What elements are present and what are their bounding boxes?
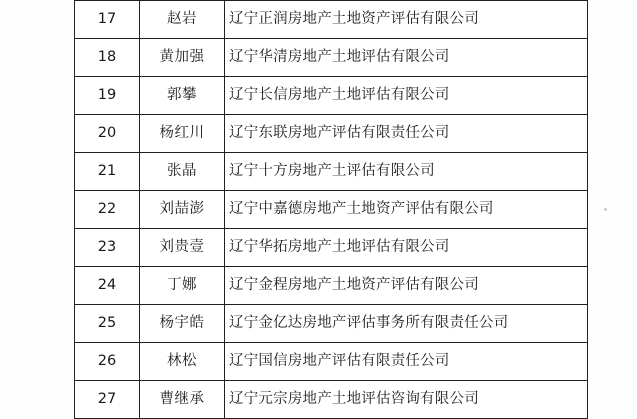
row-index: 25 [75,305,140,343]
table-row [75,77,588,115]
row-name: 张晶 [140,153,225,191]
row-index: 17 [75,1,140,39]
row-company: 辽宁华清房地产土地评估有限公司 [225,39,588,77]
row-name: 曹继承 [140,381,225,419]
row-name: 丁娜 [140,267,225,305]
scan-artifact-speck [604,208,607,211]
roster-table-body [75,1,588,419]
table-row [75,115,588,153]
row-company: 辽宁金亿达房地产评估事务所有限责任公司 [225,305,588,343]
table-row [75,381,588,419]
row-name: 刘贵壹 [140,229,225,267]
row-name: 黄加强 [140,39,225,77]
row-company: 辽宁华拓房地产土地评估有限公司 [225,229,588,267]
row-name: 杨宇皓 [140,305,225,343]
row-index: 22 [75,191,140,229]
row-company: 辽宁长信房地产土地评估有限公司 [225,77,588,115]
roster-table-container [74,0,564,419]
row-index: 19 [75,77,140,115]
row-index: 23 [75,229,140,267]
row-name: 杨红川 [140,115,225,153]
table-row [75,343,588,381]
row-company: 辽宁正润房地产土地资产评估有限公司 [225,1,588,39]
row-name: 赵岩 [140,1,225,39]
row-company: 辽宁中嘉德房地产土地资产评估有限公司 [225,191,588,229]
table-row [75,153,588,191]
row-index: 21 [75,153,140,191]
row-company: 辽宁元宗房地产土地评估咨询有限公司 [225,381,588,419]
table-row [75,39,588,77]
row-index: 27 [75,381,140,419]
table-row [75,191,588,229]
row-name: 林松 [140,343,225,381]
row-company: 辽宁国信房地产评估有限责任公司 [225,343,588,381]
row-company: 辽宁东联房地产评估有限责任公司 [225,115,588,153]
table-row [75,1,588,39]
row-company: 辽宁十方房地产土评估有限公司 [225,153,588,191]
table-row [75,267,588,305]
row-company: 辽宁金程房地产土地资产评估有限公司 [225,267,588,305]
row-index: 20 [75,115,140,153]
table-row [75,305,588,343]
row-name: 刘喆澎 [140,191,225,229]
row-index: 24 [75,267,140,305]
row-name: 郭攀 [140,77,225,115]
table-row [75,229,588,267]
row-index: 18 [75,39,140,77]
row-index: 26 [75,343,140,381]
roster-table [74,0,588,419]
